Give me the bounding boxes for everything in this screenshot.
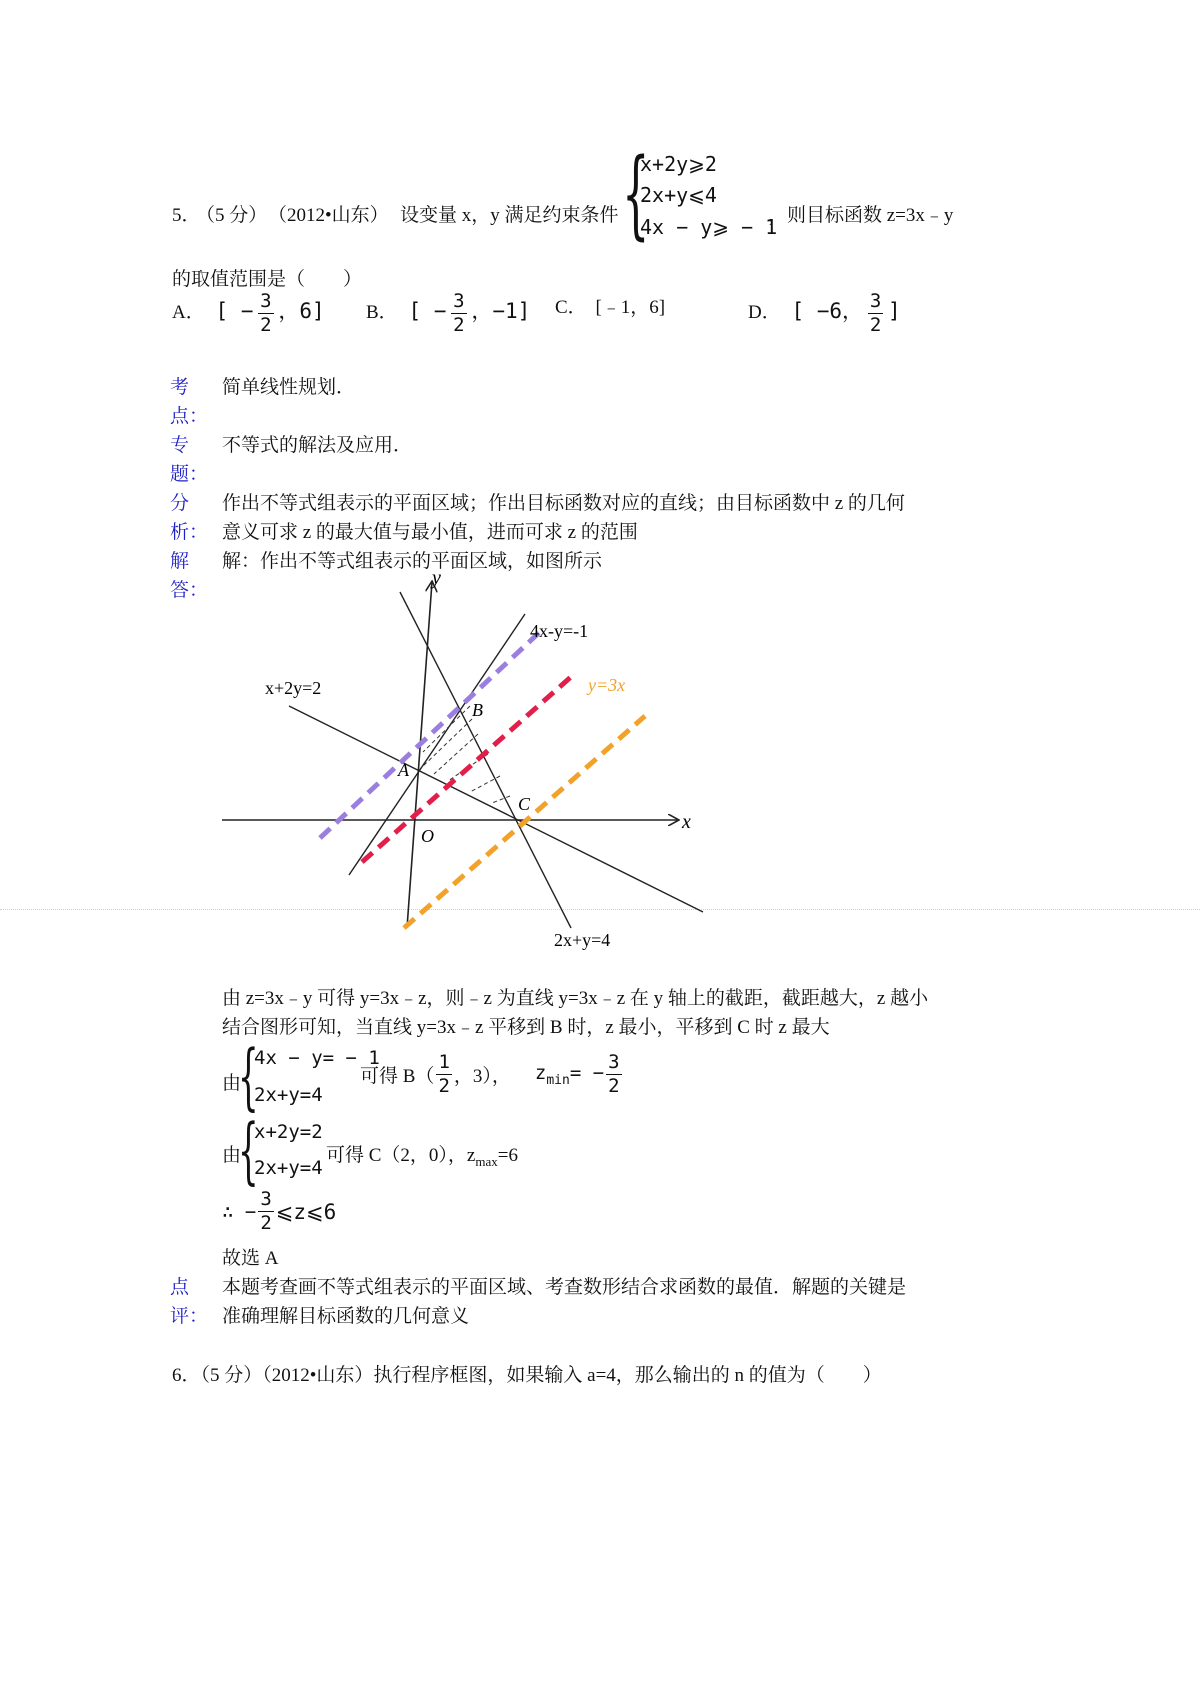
option-b-letter: B． <box>366 301 398 323</box>
label-jieda-1: 解 <box>170 551 190 572</box>
constraint-1: x+2y⩾2 <box>640 152 717 176</box>
step-b-mid: 可得 B（ <box>360 1066 435 1087</box>
q5-score: （5 分） <box>196 205 268 226</box>
step-b-eq-2: 2x+y=4 <box>254 1084 323 1106</box>
conclusion-fraction: $\frac{3}{2}$ <box>260 1188 272 1234</box>
label-point-b: B <box>472 700 483 720</box>
label-zhuanti-1: 专 <box>170 435 190 456</box>
label-point-c: C <box>518 794 531 814</box>
step-c-prefix: 由 <box>222 1145 242 1166</box>
solution-line-2: 结合图形可知，当直线 y=3x﹣z 平移到 B 时，z 最小，平移到 C 时 z 最大 <box>222 1017 830 1038</box>
label-fenxi-1: 分 <box>170 493 190 514</box>
label-dianping-2: 评： <box>170 1306 209 1327</box>
option-b-right: ，−1] <box>471 298 531 323</box>
step-b-brace: { <box>238 1034 259 1118</box>
option-d-fraction: $\frac{3}{2}$ <box>869 290 882 336</box>
label-line-x-plus-2y: x+2y=2 <box>265 678 322 698</box>
kaodian-text: 简单线性规划． <box>222 377 356 398</box>
dashed-purple-line <box>320 628 544 838</box>
dashed-orange-line <box>404 716 645 928</box>
constraint-2: 2x+y⩽4 <box>640 183 717 207</box>
option-d-left: [ −6， <box>791 298 864 323</box>
option-b-left: [ − <box>408 298 447 323</box>
label-line-y-3x: y=3x <box>588 675 626 695</box>
option-d-letter: D． <box>748 301 781 323</box>
label-y-axis: y <box>432 567 441 589</box>
label-zhuanti-2: 题： <box>170 464 209 485</box>
line-4x-minus-y <box>349 614 525 875</box>
fenxi-line-1: 作出不等式组表示的平面区域；作出目标函数对应的直线；由目标函数中 z 的几何 <box>222 493 905 514</box>
step-b-bx-fraction: $\frac{1}{2}$ <box>438 1051 450 1097</box>
conclusion <box>222 1190 336 1233</box>
zmin-fraction: $\frac{3}{2}$ <box>608 1051 620 1097</box>
step-b-result <box>360 1053 622 1096</box>
option-a-letter: A． <box>172 301 205 323</box>
step-c-result <box>326 1140 518 1170</box>
q6-text: 6．（5 分）（2012•山东）执行程序框图，如果输入 a=4，那么输出的 n 的值为（ ） <box>172 1365 882 1386</box>
step-b-prefix: 由 <box>222 1073 242 1094</box>
label-line-2x-plus-y: 2x+y=4 <box>554 930 611 950</box>
step-b-by: ，3）， <box>453 1066 511 1087</box>
label-dianping-1: 点 <box>170 1277 190 1298</box>
option-c-text: [﹣1，6] <box>595 297 666 318</box>
option-b-fraction: $\frac{3}{2}$ <box>453 290 465 336</box>
q5-stem-a: 设变量 x，y 满足约束条件 <box>400 205 619 226</box>
step-b-eq-1: 4x − y= − 1 <box>254 1047 380 1069</box>
constraint-3: 4x − y⩾ − 1 <box>640 215 778 239</box>
option-d-right: ] <box>888 298 901 323</box>
dianping-line-2: 准确理解目标函数的几何意义 <box>222 1306 470 1327</box>
zmax-value: =6 <box>497 1145 518 1166</box>
label-fenxi-2: 析： <box>170 522 209 543</box>
step-c-mid: 可得 C（2，0），z <box>326 1145 476 1166</box>
solution-line-1: 由 z=3x﹣y 可得 y=3x﹣z，则﹣z 为直线 y=3x﹣z 在 y 轴上的截距，截距越大，z 越小 <box>222 988 929 1009</box>
step-c-eq-1: x+2y=2 <box>254 1121 323 1143</box>
answer: 故选 A <box>222 1248 279 1269</box>
zmax-sub: max <box>475 1153 498 1169</box>
zhuanti-text: 不等式的解法及应用． <box>222 435 413 456</box>
zmin-label: $z_{min}=$ − <box>534 1061 605 1088</box>
q5-stem-b: ，则目标函数 z=3x﹣y <box>768 205 954 226</box>
option-a-right: ，6] <box>278 298 325 323</box>
step-c-eq-2: 2x+y=4 <box>254 1157 323 1179</box>
therefore: ∴ − <box>222 1200 257 1223</box>
constraint-brace: { <box>622 138 650 250</box>
jieda-intro: 解：作出不等式组表示的平面区域，如图所示 <box>222 551 603 572</box>
option-c-letter: C． <box>555 297 587 318</box>
line-x-plus-2y <box>289 706 703 912</box>
label-jieda-2: 答： <box>170 580 209 601</box>
step-c-brace: { <box>238 1108 259 1192</box>
q5-stem-c: 的取值范围是（ ） <box>172 269 363 290</box>
label-line-4x-minus-y: 4x-y=-1 <box>530 621 589 641</box>
label-kaodian-1: 考 <box>170 377 190 398</box>
label-point-a: A <box>398 760 409 780</box>
label-origin: O <box>421 826 434 846</box>
line-2x-plus-y <box>400 592 571 928</box>
option-a-fraction: $\frac{3}{2}$ <box>260 290 272 336</box>
label-x-axis: x <box>682 811 691 833</box>
q5-source: （2012•山东） <box>268 205 389 226</box>
label-kaodian-2: 点： <box>170 406 209 427</box>
conclusion-rest: ⩽z⩽6 <box>275 1199 337 1224</box>
fenxi-line-2: 意义可求 z 的最大值与最小值，进而可求 z 的范围 <box>222 522 638 543</box>
dianping-line-1: 本题考查画不等式组表示的平面区域、考查数形结合求函数的最值．解题的关键是 <box>222 1277 907 1298</box>
q5-number: 5． <box>172 205 201 226</box>
option-a-left: [ − <box>215 298 254 323</box>
